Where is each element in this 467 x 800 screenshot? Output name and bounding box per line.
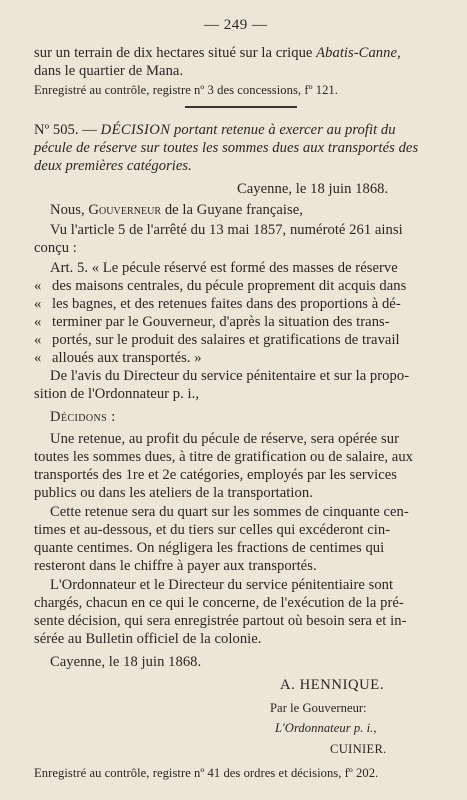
article-line-3: [34, 295, 401, 313]
body-line-4: publics ou dans les ateliers de la transportation.: [34, 485, 313, 501]
article-text: terminer par le Gouverneur, d'après la situation des trans-: [52, 314, 390, 330]
governor-title: Gouverneur: [88, 202, 162, 218]
quote-mark: «: [34, 296, 42, 312]
avis-line-2: sition de l'Ordonnateur p. i.,: [34, 386, 200, 402]
body-line-1: Une retenue, au profit du pécule de réserve, sera opérée sur: [50, 431, 400, 447]
body-line-2: toutes les sommes dues, à titre de gratification ou de salaire, aux: [34, 449, 414, 465]
ordonnateur-title: L'Ordonnateur p. i.,: [275, 721, 377, 735]
decision-title-word: DÉCISION: [100, 122, 171, 138]
avis-line-1: De l'avis du Directeur du service pénitentaire et sur la propo-: [50, 368, 410, 384]
article-text: les bagnes, et des retenues faites dans des proportions à dé-: [52, 296, 401, 312]
quote-mark: «: [34, 278, 42, 294]
quote-mark: «: [34, 332, 42, 348]
page-number: — 249 —: [204, 17, 268, 33]
body-line-5: Cette retenue sera du quart sur les sommes de cinquante cen-: [50, 504, 409, 520]
article-line-1: Art. 5. « Le pécule réservé est formé des masses de réserve: [50, 260, 398, 276]
article-text: des maisons centrales, du pécule proprement dit acquis dans: [52, 278, 407, 294]
nous-post-text: de la Guyane française,: [161, 202, 303, 218]
body-line-11: sente décision, qui sera enregistrée partout où besoin sera et in-: [34, 613, 407, 629]
par-le-gouverneur: Par le Gouverneur:: [270, 701, 367, 715]
body-line-7: quante centimes. On négligera les fractions de centimes qui: [34, 540, 385, 556]
decision-heading-line-1: [34, 121, 396, 139]
decision-number: Nº 505. —: [34, 122, 101, 138]
previous-entry-line-2: dans le quartier de Mana.: [34, 63, 184, 79]
body-line-3: transportés des 1re et 2e catégories, employés par les services: [34, 467, 397, 483]
vu-line-2: conçu :: [34, 240, 77, 256]
previous-entry-line-1: [34, 44, 401, 62]
previous-entry-text: sur un terrain de dix hectares situé sur la crique: [34, 45, 317, 61]
place-name: Abatis-Canne,: [316, 45, 401, 61]
quote-mark: «: [34, 350, 42, 366]
decision-heading-line-3: deux premières catégories.: [34, 158, 192, 174]
body-line-10: chargés, chacun en ce qui le concerne, de l'exécution de la pré-: [34, 595, 404, 611]
decidons-heading: Décidons :: [50, 409, 116, 425]
body-line-6: times et au-dessous, et du tiers sur celles qui excéderont cin-: [34, 522, 391, 538]
decision-heading-line-2: pécule de réserve sur toutes les sommes dues aux transportés des: [34, 140, 419, 156]
decision-register: Enregistré au contrôle, registre nº 41 des ordres et décisions, fº 202.: [34, 766, 379, 780]
article-text: alloués aux transportés. »: [52, 350, 202, 366]
decision-title-text: portant retenue à exercer au profit du: [170, 122, 396, 138]
article-text: portés, sur le produit des salaires et gratifications de travail: [52, 332, 400, 348]
article-line-6: [34, 349, 202, 367]
separator-rule: [185, 106, 297, 108]
preamble-nous: [50, 201, 303, 219]
body-line-9: L'Ordonnateur et le Directeur du service pénitentiaire sont: [50, 577, 394, 593]
vu-line-1: Vu l'article 5 de l'arrêté du 13 mai 1857, numéroté 261 ainsi: [50, 222, 403, 238]
article-line-4: [34, 313, 390, 331]
article-line-5: [34, 331, 400, 349]
quote-mark: «: [34, 314, 42, 330]
signature-cuinier: CUINIER.: [330, 742, 387, 756]
place-date: Cayenne, le 18 juin 1868.: [237, 181, 389, 197]
nous-text: Nous,: [50, 202, 89, 218]
previous-entry-register: Enregistré au contrôle, registre nº 3 des concessions, fº 121.: [34, 83, 338, 97]
closing-date: Cayenne, le 18 juin 1868.: [50, 654, 202, 670]
body-line-8: resteront dans le chiffre à payer aux transportés.: [34, 558, 317, 574]
signature-governor: A. HENNIQUE.: [280, 677, 385, 693]
body-line-12: sérée au Bulletin officiel de la colonie.: [34, 631, 262, 647]
article-line-2: [34, 277, 406, 295]
